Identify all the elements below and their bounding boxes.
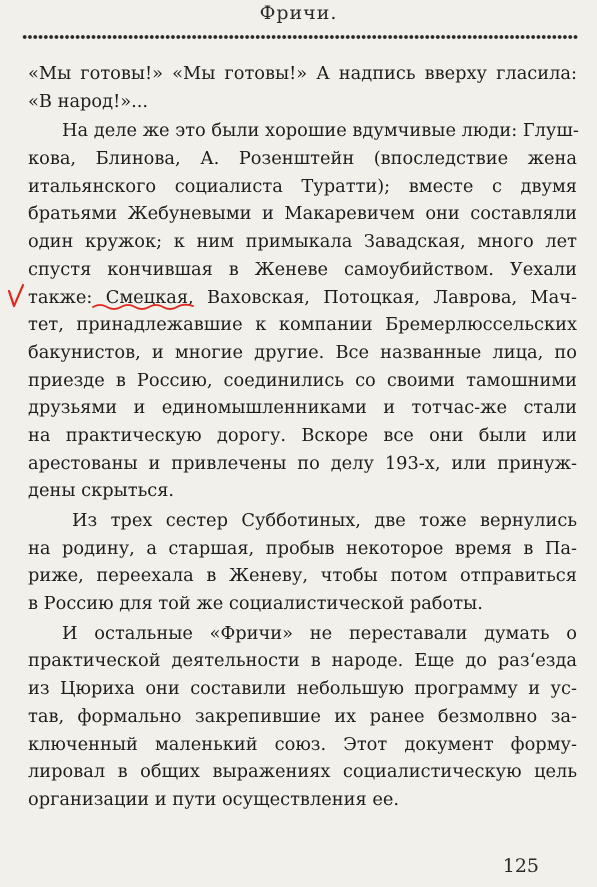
text-line: арестованы и привлечены по делу 193-х, или принуж- xyxy=(28,452,577,474)
text-line: практической деятельности в народе. Еще до раз‘езда xyxy=(28,650,577,672)
text-line: «В народ!»... xyxy=(28,90,149,112)
running-header-title: Фричи. xyxy=(259,2,338,24)
text-line: «Мы готовы!» «Мы готовы!» А надпись вверху гласила: xyxy=(28,63,577,84)
text-line: риже, переехала в Женеву, чтобы потом отправиться xyxy=(28,565,577,587)
body-text xyxy=(28,60,577,814)
checkmark-stroke xyxy=(9,285,23,306)
text-line: один кружок; к ним примыкала Завадская, много лет xyxy=(28,231,577,253)
text-line: тав, формально закрепившие их ранее безмолвно за- xyxy=(28,705,577,727)
red-wavy-underline-annotation xyxy=(92,301,194,311)
text-line: бакунистов, и многие другие. Все названные лица, по xyxy=(28,341,577,363)
text-line: из Цюриха они составили небольшую программу и ус- xyxy=(28,678,577,700)
text-line: Из трех сестер Субботиных, две тоже вернулись xyxy=(72,510,577,531)
text-line: также: Смецкая, Ваховская, Потоцкая, Лаврова, Мач- xyxy=(28,286,577,308)
paragraph xyxy=(28,60,577,115)
page-number: 125 xyxy=(502,855,539,877)
paragraph xyxy=(28,620,577,814)
text-line: тет, принадлежавшие к компании Бремерлюссельских xyxy=(28,314,577,336)
text-line: кова, Блинова, А. Розенштейн (впоследствие жена xyxy=(28,148,577,170)
header-ornament-rule xyxy=(22,33,578,41)
text-line: итальянского социалиста Туратти); вместе с двумя xyxy=(28,175,577,197)
red-checkmark-annotation xyxy=(6,282,26,310)
text-line: на родину, а старшая, пробыв некоторое время в Па- xyxy=(28,537,577,559)
underline-stroke xyxy=(93,305,193,309)
text-line: дены скрыться. xyxy=(28,480,175,502)
text-line: в Россию для той же социалистической работы. xyxy=(28,593,483,615)
text-line: братьями Жебуневыми и Макаревичем они составляли xyxy=(28,203,577,225)
text-line: И остальные «Фричи» не переставали думать о xyxy=(62,622,577,644)
text-line: друзьями и единомышленниками и тотчас-же стали xyxy=(28,397,577,419)
text-line: лировал в общих выражениях социалистическую цель xyxy=(28,761,577,783)
text-line: спустя кончившая в Женеве самоубийством. Уехали xyxy=(28,258,577,280)
paragraph xyxy=(28,507,577,618)
text-line: на практическую дорогу. Вскоре все они были или xyxy=(28,424,577,446)
text-line: ключенный маленький союз. Этот документ форму- xyxy=(28,733,577,755)
text-line: На деле же это были хорошие вдумчивые люди: Глуш- xyxy=(62,120,579,142)
text-line: организации и пути осуществления ее. xyxy=(28,788,400,810)
paragraph xyxy=(28,117,577,505)
text-line: приезде в Россию, соединились со своими тамошними xyxy=(28,369,577,391)
